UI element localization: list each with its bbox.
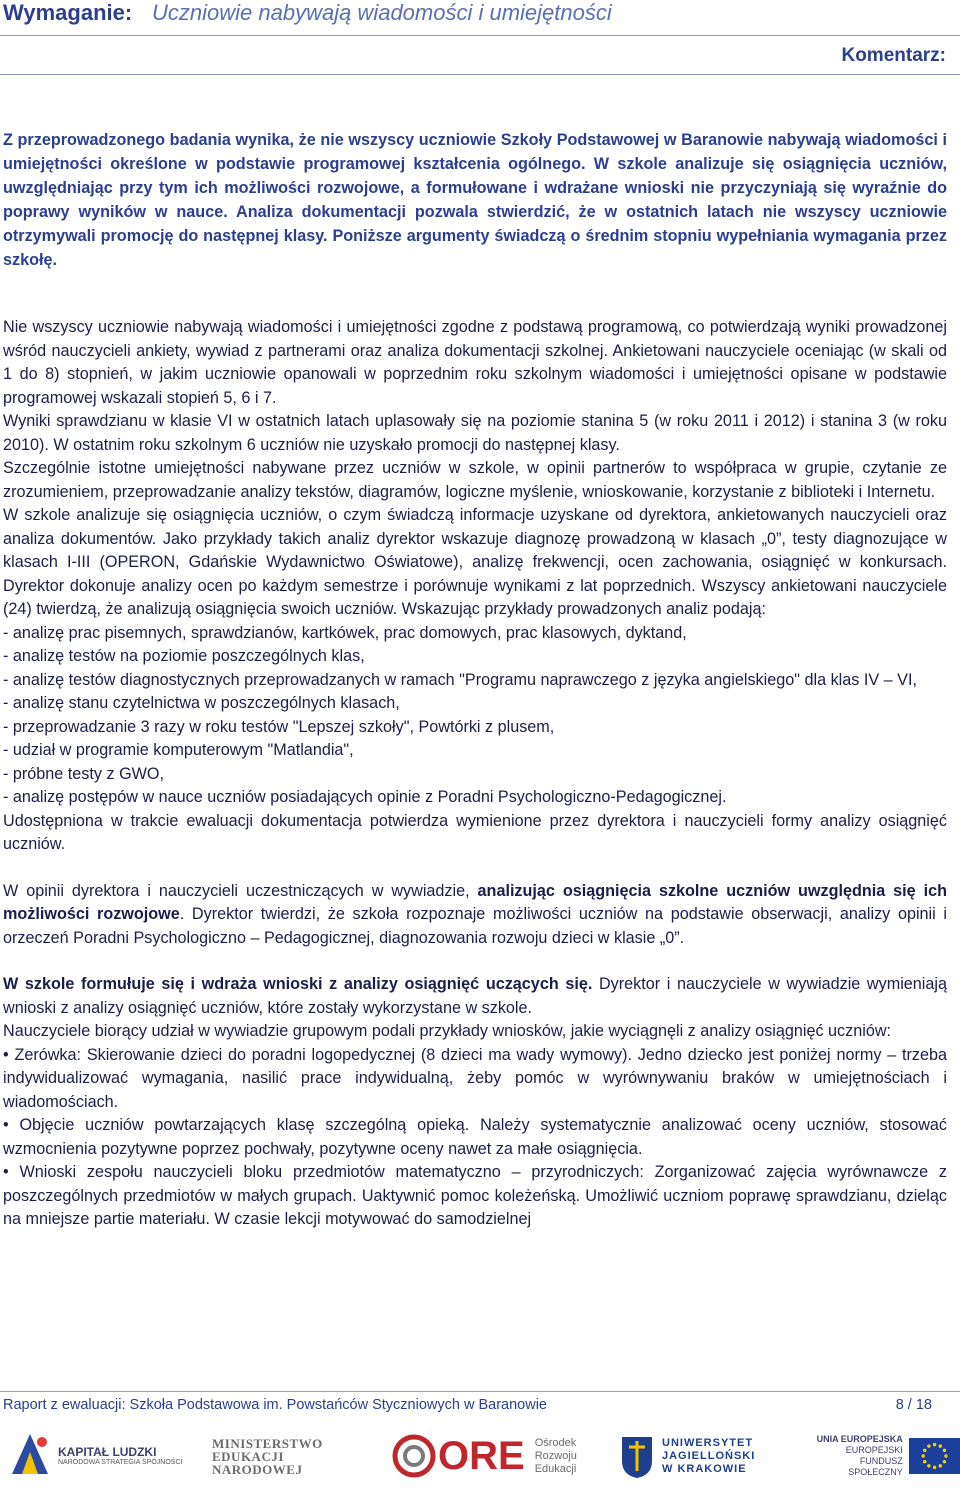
sponsor-logos xyxy=(0,1425,960,1495)
uj-line: UNIWERSYTET xyxy=(662,1436,754,1449)
requirement-title: Uczniowie nabywają wiadomości i umiejętności xyxy=(152,0,612,25)
men-line: EDUKACJI xyxy=(212,1448,284,1464)
men-line: NARODOWEJ xyxy=(212,1461,303,1477)
kapital-ludzki-logo xyxy=(8,1425,182,1487)
uj-line: JAGIELLOŃSKI xyxy=(662,1449,756,1462)
footer-divider xyxy=(0,1391,960,1392)
body-paragraph: Nauczyciele biorący udział w wywiadzie grupowym podali przykłady wniosków, jakie wyciągnęli z analizy osiągnięć uczniów: xyxy=(3,1022,892,1040)
men-logo xyxy=(212,1425,323,1487)
body-paragraph xyxy=(3,880,947,951)
eu-flag-icon xyxy=(909,1437,960,1475)
spacer xyxy=(3,857,947,880)
list-item: - próbne testy z GWO, xyxy=(3,764,165,783)
body-paragraph: Wyniki sprawdzianu w klasie VI w ostatnich latach uplasowały się na poziomie stanina 5 (w roku 2011 i 2012) i stanina 3 (w roku 2010). W ostatnim roku szkolnym 6 uczniów nie uzyskało promocji do następnej klasy. xyxy=(3,412,947,454)
body-paragraph xyxy=(3,973,947,1020)
ore-line: Rozwoju xyxy=(534,1449,577,1462)
bullet-item: • Wnioski zespołu nauczycieli bloku przedmiotów matematyczno – przyrodniczych: Zorganizować zajęcia wyrównawcze z poszczególnych przedmiotów w małych grupach. Uaktywnić pomoc koleżeńską. Umożliwić uczniom poprawę sprawdzianu, dzieląc na mniejsze partie materiału. W czasie lekcji motywować do samodzielnej xyxy=(3,1163,947,1228)
kapital-ludzki-title: KAPITAŁ LUDZKI xyxy=(58,1445,157,1459)
body-paragraph: Szczególnie istotne umiejętności nabywane przez uczniów w szkole, w opinii partnerów to współpraca w grupie, czytanie ze zrozumieniem, przeprowadzanie analizy tekstów, diagramów, logiczne myślenie, wnioskowanie, korzystanie z biblioteki i Internetu. xyxy=(3,459,947,501)
requirement-label: Wymaganie: xyxy=(3,0,133,25)
uj-line: W KRAKOWIE xyxy=(662,1462,747,1475)
text-run: Dyrektor i nauczyciele w wywiadzie wymieniają wnioski z analizy osiągnięć uczniów, które zostały wykorzystane w szkole. xyxy=(3,975,947,1017)
list-item: - analizę postępów w nauce uczniów posiadających opinie z Poradni Psychologiczno-Pedagogicznej. xyxy=(3,788,727,806)
men-line: MINISTERSTWO xyxy=(212,1435,323,1451)
list-item: - udział w programie komputerowym "Matlandia", xyxy=(3,741,354,759)
body-content xyxy=(3,316,947,1232)
eu-line: FUNDUSZ SPOŁECZNY xyxy=(848,1456,903,1477)
text-run-bold: W szkole formułuje się i wdraża wnioski z analizy osiągnięć uczących się. xyxy=(3,975,593,993)
footer-report-title: Raport z ewaluacji: Szkoła Podstawowa im. Powstańców Styczniowych w Baranowie xyxy=(3,1397,547,1413)
spacer xyxy=(3,950,947,973)
bullet-item: • Objęcie uczniów powtarzających klasę szczególną opieką. Należy systematycznie analizować oceny uczniów, stosować wzmocnienia pozytywne poprzez pochwały, pozytywne oceny nawet za małe osiągnięcia. xyxy=(3,1116,947,1158)
ore-wordmark: ORE xyxy=(438,1434,525,1478)
eu-logo xyxy=(808,1425,960,1487)
text-run: W opinii dyrektora i nauczycieli uczestniczących w wywiadzie, xyxy=(3,881,478,900)
list-item: - analizę prac pisemnych, sprawdzianów, kartkówek, prac domowych, prac klasowych, dyktand, xyxy=(3,623,687,642)
ore-icon xyxy=(392,1434,436,1478)
eu-line: UNIA EUROPEJSKA xyxy=(816,1434,903,1444)
page-number: 8 / 18 xyxy=(895,1397,932,1413)
list-item: - analizę stanu czytelnictwa w poszczególnych klasach, xyxy=(3,694,400,712)
text-run-bold: analizując osiągnięcia szkolne uczniów uwzględnia się ich możliwości rozwojowe xyxy=(3,881,947,923)
list-item: - analizę testów diagnostycznych przeprowadzanych w ramach "Programu naprawczego z języka angielskiego" dla klas IV – VI, xyxy=(3,670,917,689)
uj-crest-icon xyxy=(620,1433,654,1479)
ore-line: Edukacji xyxy=(534,1462,577,1475)
body-paragraph: Nie wszyscy uczniowie nabywają wiadomości i umiejętności zgodne z podstawą programową, co potwierdzają wyniki prowadzonej wśród nauczycieli ankiety, wywiad z partnerami oraz analiza dokumentacji szkolnej. Ankietowani nauczyciele oceniając (w skali od 1 do 8) stopnień, w jakim uczniowie opanowali w poprzednim roku szkolnym wiadomości i umiejętności opisane w podstawie programowej wskazali stopień 5, 6 i 7. xyxy=(3,318,947,407)
kapital-ludzki-subtitle: NARODOWA STRATEGIA SPÓJNOŚCI xyxy=(58,1459,183,1466)
body-paragraph: Udostępniona w trakcie ewaluacji dokumentacja potwierdza wymienione przez dyrektora i nauczycieli formy analizy osiągnięć uczniów. xyxy=(3,811,947,853)
ore-logo xyxy=(392,1425,577,1487)
text-run: . Dyrektor twierdzi, że szkoła rozpoznaje możliwości uczniów na podstawie obserwacji, analizy opinii i orzeczeń Poradni Psychologiczno – Pedagogicznej, diagnozowania rozwoju dzieci w klasie „0”. xyxy=(3,905,947,947)
summary-text: Z przeprowadzonego badania wynika, że nie wszyscy uczniowie Szkoły Podstawowej w Baranowie nabywają wiadomości i umiejętności określone w podstawie programowej kształcenia ogólnego. W szkole analizuje się osiągnięcia uczniów, uwzględniając przy tym ich możliwości rozwojowe, a formułowane i wdrażane wnioski nie przyczyniają się wyraźnie do poprawy wyników w nauce. Analiza dokumentacji pozwala stwierdzić, że w ostatnich latach nie wszyscy uczniowie otrzymywali promocję do następnej klasy. Poniższe argumenty świadczą o średnim stopniu wypełniania wymagania przez szkołę. xyxy=(3,131,947,269)
body-paragraph: W szkole analizuje się osiągnięcia uczniów, o czym świadczą informacje uzyskane od dyrektora, ankietowanych nauczycieli oraz analiza dokumentów. Jako przykłady takich analiz dyrektor wskazuje diagnozę prowadzoną w klasach „0”, testy diagnozujące w klasach I-III (OPERON, Gdańskie Wydawnictwo Oświatowe), analizę frekwencji, ocen zachowania, osiągnięć w konkursach. Dyrektor dokonuje analizy ocen po każdym semestrze i porównuje wynikami z lat poprzednich. Wszyscy ankietowani nauczyciele (24) twierdzą, że analizują osiągnięcia swoich uczniów. Wskazując przykłady prowadzonych analiz podają: xyxy=(3,506,947,618)
bullet-item: • Zerówka: Skierowanie dzieci do poradni logopedycznej (8 dzieci ma wady wymowy). Jedno dziecko jest poniżej normy – trzeba indywidualizować wymagania, nasilić prace indywidualną, żeby pomóc w wyrównywaniu braków w umiejętnościach i wiadomościach. xyxy=(3,1045,947,1111)
eu-line: EUROPEJSKI xyxy=(845,1445,903,1455)
comment-divider xyxy=(0,74,960,75)
list-item: - analizę testów na poziomie poszczególnych klas, xyxy=(3,647,365,665)
kapital-ludzki-icon xyxy=(8,1430,52,1482)
analysis-list xyxy=(3,622,947,810)
uj-logo xyxy=(620,1425,755,1487)
comment-label: Komentarz: xyxy=(841,45,946,66)
header-divider xyxy=(0,35,960,36)
ore-line: Ośrodek xyxy=(534,1436,577,1449)
list-item: - przeprowadzanie 3 razy w roku testów "Lepszej szkoły", Powtórki z plusem, xyxy=(3,717,555,736)
page-header xyxy=(0,0,960,30)
